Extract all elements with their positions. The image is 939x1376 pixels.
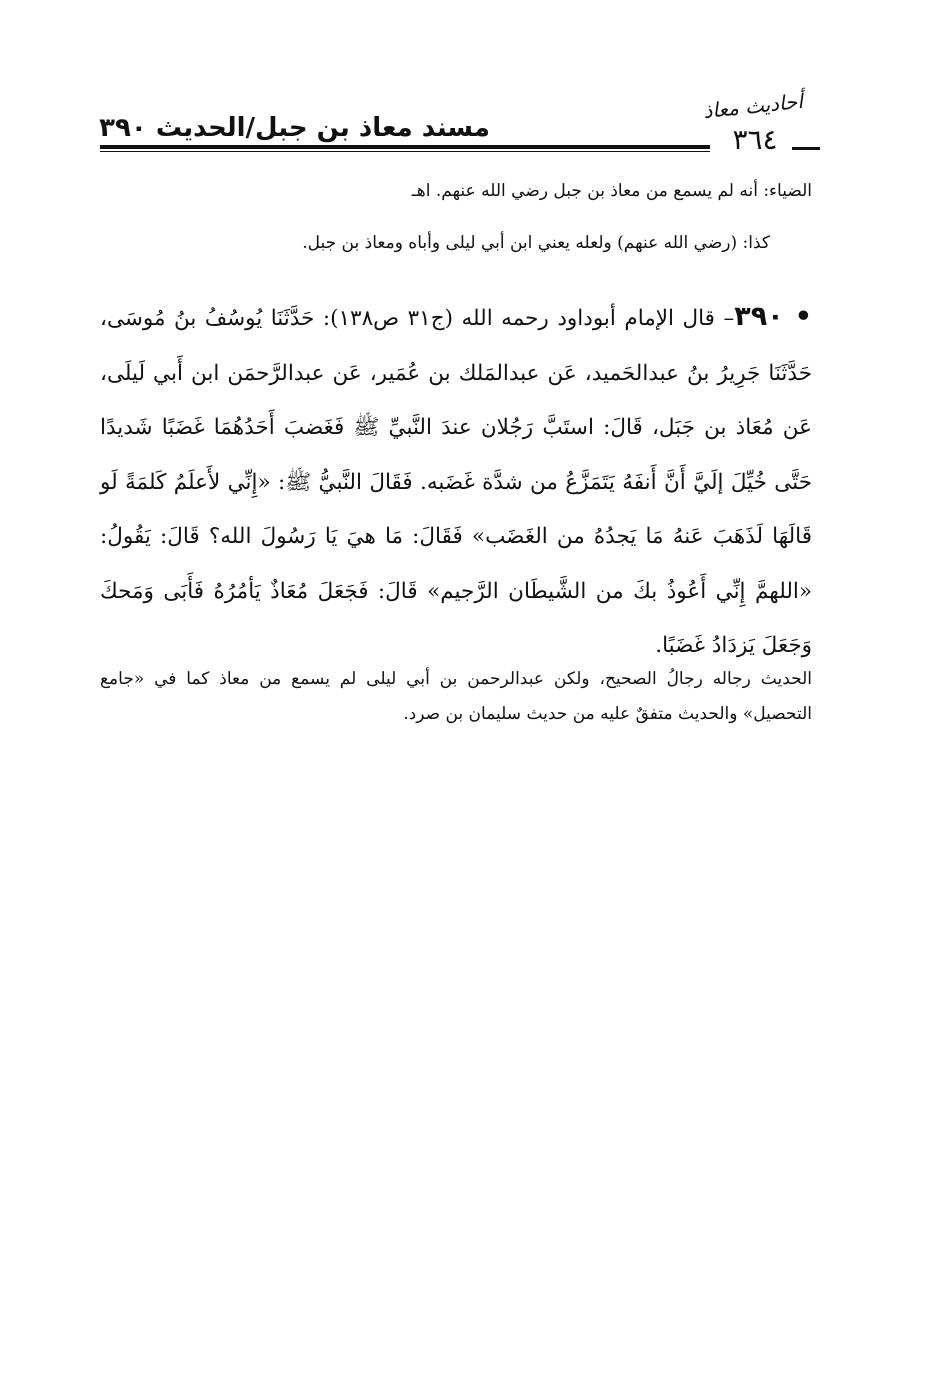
hadith-number: • ٣٩٠ bbox=[734, 301, 812, 332]
hadith-text: – قال الإمام أبوداود رحمه الله (ج٣١ ص١٣٨): حَدَّثَنَا يُوسُفُ بنُ مُوسَى، حَدَّثَنَا جَرِيرُ بنُ عبدالحَميد، عَن عبدالمَلك بن عُمَير، عَن عبدالرَّحمَن ابن أَبي لَيلَى، عَن مُعَاذ بن جَبَل، قَالَ: استَبَّ رَجُلان عندَ النَّبيِّ ﷺ فَغَضبَ أَحَدُهُمَا غَضَبًا شَديدًا حَتَّى خُيِّلَ إلَيَّ أَنَّ أَنفَهُ يَتَمَزَّعُ من شدَّة غَضَبه. فَقَالَ النَّبيُّ ﷺ: «إِنِّي لأَعلَمُ كَلمَةً لَو قَالَهَا لَذَهَبَ عَنهُ مَا يَجدُهُ من الغَضَب» فَقَالَ: مَا هيَ يَا رَسُولَ الله؟ قَالَ: يَقُولُ: «اللهمَّ إِنِّي أَعُوذُ بكَ من الشَّيطَان الرَّجيم» قَالَ: فَجَعَلَ مُعَاذٌ يَأمُرُهُ فَأَبَى وَمَحكَ وَجَعَلَ يَزدَادُ غَضَبًا. bbox=[100, 306, 812, 658]
page-title: مسند معاذ بن جبل/الحديث ٣٩٠ bbox=[99, 113, 490, 143]
note-line-1: الضياء: أنه لم يسمع من معاذ بن جبل رضي الله عنهم. اهـ bbox=[411, 181, 812, 201]
header-rule-thin bbox=[100, 151, 710, 152]
page-number-rule bbox=[792, 147, 820, 150]
handwritten-annotation: أحاديث معاذ bbox=[702, 88, 804, 124]
page-number: ٣٦٤ bbox=[732, 123, 778, 156]
hadith-commentary: الحديث رجاله رجالُ الصحيح، ولكن عبدالرحمن بن أبي ليلى لم يسمع من معاذ كما في «جامع التحصيل» والحديث متفقٌ عليه من حديث سليمان بن صرد. bbox=[100, 669, 812, 724]
header-rule-thick bbox=[100, 145, 710, 149]
hadith-paragraph bbox=[100, 290, 812, 674]
note-line-2: كذا: (رضي الله عنهم) ولعله يعني ابن أبي ليلى وأباه ومعاذ بن جبل. bbox=[302, 233, 770, 253]
